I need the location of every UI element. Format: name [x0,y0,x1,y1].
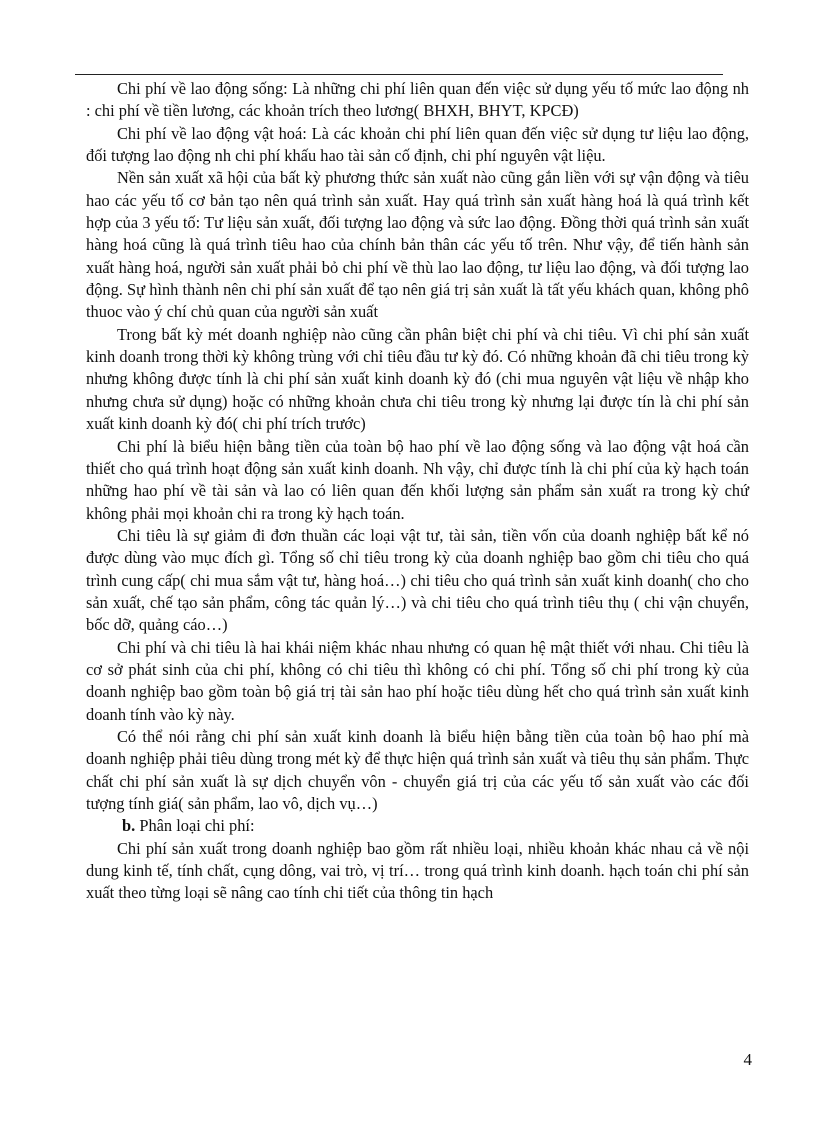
paragraph-spending-definition: Chi tiêu là sự giảm đi đơn thuần các loại vật tư, tài sản, tiền vốn của doanh nghiệp bất kể nó được dùng vào mục đích gì. Tổng số chỉ tiêu trong kỳ của doanh nghiệp bao gồm chi tiêu cho quá trình cung cấp( chi mua sắm vật tư, hàng hoá…) chi tiêu cho quá trình sản xuất kinh doanh( cho cho sản xuất, chế tạo sản phẩm, công tác quản lý…) và chi tiêu cho quá trình tiêu thụ ( chi vận chuyển, bốc dỡ, quảng cáo…) [86,525,749,635]
section-letter: b. [122,816,136,836]
paragraph-social-production: Nền sản xuất xã hội của bất kỳ phương thức sản xuất nào cũng gắn liền với sự vận động và tiêu hao các yếu tố cơ bản tạo nên quá trình sản xuất. Hay quá trình sản xuất hàng hoá là quá trình kết hợp của 3 yếu tố: Tư liệu sản xuất, đối tượng lao động và sức lao động. Đồng thời quá trình sản xuất hàng hoá cũng là quá trình tiêu hao của chính bản thân các yếu tố trên. Như vậy, để tiến hành sản xuất hàng hoá, người sản xuất phải bỏ chi phí về thù lao lao động, tư liệu lao động, và đối tượng lao động. Sự hình thành nên chi phí sản xuất để tạo nên giá trị sản xuất là tất yếu khách quan, không phô thuoc vào ý chí chủ quan của người sản xuất [86,168,749,322]
paragraph-cost-spending-relation: Chi phí và chi tiêu là hai khái niệm khác nhau nhưng có quan hệ mật thiết với nhau. Chi tiêu là cơ sở phát sinh của chi phí, không có chi tiêu thì không có chi phí. Tổng số chi phí trong kỳ của doanh nghiệp bao gồm toàn bộ giá trị tài sản hao phí hoặc tiêu dùng hết cho quá trình sản xuất kinh doanh tính vào kỳ này. [86,637,749,724]
header-rule [75,74,723,75]
paragraph-living-labor-cost: Chi phí về lao động sống: Là những chi phí liên quan đến việc sử dụng yếu tố mức lao động nh : chi phí về tiền lương, các khoản trích theo lương( BHXH, BHYT, KPCĐ) [86,79,749,121]
section-heading-b [86,815,749,837]
paragraph-production-cost-summary: Có thể nói rằng chi phí sản xuất kinh doanh là biểu hiện bằng tiền của toàn bộ hao phí mà doanh nghiệp phải tiêu dùng trong mét kỳ để thực hiện quá trình sản xuất và tiêu thụ sản phẩm. Thực chất chi phí sản xuất là sự dịch chuyển vôn - chuyển giá trị của các yếu tố sản xuất vào các đối tượng tính giá( sản phẩm, lao vô, dịch vụ…) [86,726,749,813]
paragraph-materialized-labor-cost: Chi phí về lao động vật hoá: Là các khoản chi phí liên quan đến việc sử dụng tư liệu lao động, đối tượng lao động nh chi phí khấu hao tài sản cố định, chi phí nguyên vật liệu. [86,123,749,166]
paragraph-cost-vs-spending: Trong bất kỳ mét doanh nghiệp nào cũng cần phân biệt chi phí và chi tiêu. Vì chi phí sản xuất kinh doanh trong thời kỳ không trùng với chỉ tiêu đầu tư kỳ đó. Có những khoản đã chi tiêu trong kỳ nhưng không được tính là chi phí sản xuất kinh doanh kỳ đó (chi mua nguyên vật liệu về nhập kho nhưng chưa sử dụng) hoặc có những khoản chưa chi tiêu trong kỳ nhưng lại được tín là chi phí sản xuất kinh doanh kỳ đó( chi phí trích trước) [86,324,749,434]
paragraph-cost-definition: Chi phí là biểu hiện bằng tiền của toàn bộ hao phí về lao động sống và lao động vật hoá cần thiết cho quá trình hoạt động sản xuất kinh doanh. Nh vậy, chỉ được tính là chi phí của kỳ hạch toán những hao phí về tài sản và lao có liên quan đến khối lượng sản phẩm sản xuất ra trong kỳ chứ không phải mọi khoản chi ra trong kỳ hạch toán. [86,436,749,523]
section-title: Phân loại chi phí: [139,816,255,836]
body-text [86,78,749,905]
page-number: 4 [743,1050,752,1069]
paragraph-cost-classification: Chi phí sản xuất trong doanh nghiệp bao gồm rất nhiều loại, nhiều khoản khác nhau cả về nội dung kinh tế, tính chất, cụng dông, vai trò, vị trí… trong quá trình kinh doanh. hạch toán chi phí sản xuất theo từng loại sẽ nâng cao tính chi tiết của thông tin hạch [86,838,749,903]
